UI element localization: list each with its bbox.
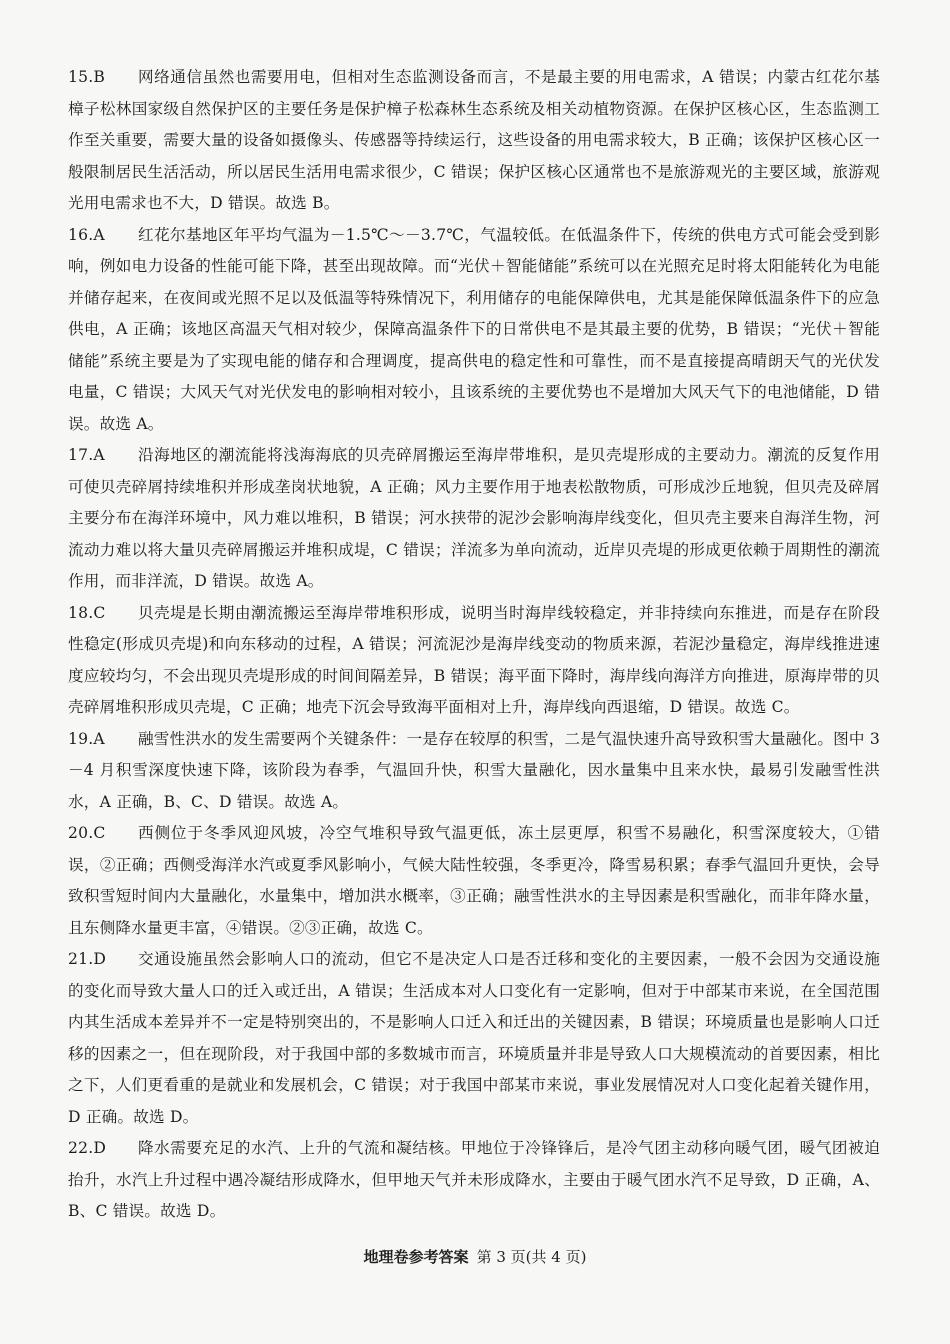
answer-number: 21.D	[68, 950, 107, 968]
answer-list	[68, 62, 880, 1228]
answer-item-17	[68, 440, 880, 598]
answer-number: 20.C	[68, 824, 106, 842]
answer-explanation: 降水需要充足的水汽、上升的气流和凝结核。甲地位于冷锋锋后，是冷气团主动移向暖气团，暖气团被迫抬升，水汽上升过程中遇冷凝结形成降水，但甲地天气并未形成降水，主要由于暖气团水汽不足导致，D 正确，A、B、C 错误。故选 D。	[68, 1139, 880, 1220]
answer-explanation: 红花尔基地区年平均气温为－1.5℃～－3.7℃，气温较低。在低温条件下，传统的供电方式可能会受到影响，例如电力设备的性能可能下降，甚至出现故障。而“光伏＋智能储能”系统可以在光照充足时将太阳能转化为电能并储存起来，在夜间或光照不足以及低温等特殊情况下，利用储存的电能保障供电，尤其是能保障低温条件下的应急供电，A 正确；该地区高温天气相对较少，保障高温条件下的日常供电不是其最主要的优势，B 错误；“光伏＋智能储能”系统主要是为了实现电能的储存和合理调度，提高供电的稳定性和可靠性，而不是直接提高晴朗天气的光伏发电量，C 错误；大风天气对光伏发电的影响相对较小，且该系统的主要优势也不是增加大风天气下的电池储能，D 错误。故选 A。	[68, 225, 880, 433]
answer-explanation: 交通设施虽然会影响人口的流动，但它不是决定人口是否迁移和变化的主要因素，一般不会因为交通设施的变化而导致大量人口的迁入或迁出，A 错误；生活成本对人口变化有一定影响，但对于中部某市来说，在全国范围内其生活成本差异并不一定是特别突出的，不是影响人口迁入和迁出的关键因素，B 错误；环境质量也是影响人口迁移的因素之一，但在现阶段，对于我国中部的多数城市而言，环境质量并非是导致人口大规模流动的首要因素，相比之下，人们更看重的是就业和发展机会，C 错误；对于我国中部某市来说，事业发展情况对人口变化起着关键作用，D 正确。故选 D。	[68, 950, 880, 1126]
answer-number: 18.C	[68, 603, 106, 622]
answer-item-21	[68, 944, 880, 1133]
answer-number: 15.B	[68, 68, 106, 86]
answer-item-16	[68, 220, 880, 441]
answer-item-22	[68, 1133, 880, 1228]
answer-item-18	[68, 598, 880, 724]
answer-item-20	[68, 818, 880, 944]
answer-explanation: 贝壳堤是长期由潮流搬运至海岸带堆积形成，说明当时海岸线较稳定，并非持续向东推进，而是存在阶段性稳定(形成贝壳堤)和向东移动的过程，A 错误；河流泥沙是海岸线变动的物质来源，若泥沙量稳定，海岸线推进速度应较均匀，不会出现贝壳堤形成的时间间隔差异，B 错误；海平面下降时，海岸线向海洋方向推进，原海岸带的贝壳碎屑堆积形成贝壳堤，C 正确；地壳下沉会导致海平面相对上升，海岸线向西退缩，D 错误。故选 C。	[68, 603, 880, 716]
answer-number: 22.D	[68, 1139, 107, 1157]
answer-number: 19.A	[68, 729, 105, 748]
page-footer	[0, 1246, 950, 1267]
answer-number: 16.A	[68, 225, 105, 244]
answer-item-15	[68, 62, 880, 220]
answer-explanation: 西侧位于冬季风迎风坡，冷空气堆积导致气温更低，冻土层更厚，积雪不易融化，积雪深度较大，①错误，②正确；西侧受海洋水汽或夏季风影响小，气候大陆性较强，冬季更冷，降雪易积累；春季气温回升更快，会导致积雪短时间内大量融化，水量集中，增加洪水概率，③正确；融雪性洪水的主导因素是积雪融化，而非年降水量，且东侧降水量更丰富，④错误。②③正确，故选 C。	[68, 824, 880, 937]
answer-number: 17.A	[68, 446, 105, 464]
page-number: 第 3 页(共 4 页)	[476, 1248, 587, 1266]
answer-explanation: 融雪性洪水的发生需要两个关键条件：一是存在较厚的积雪，二是气温快速升高导致积雪大量融化。图中 3－4 月积雪深度快速下降，该阶段为春季，气温回升快，积雪大量融化，因水量集中且来水快，最易引发融雪性洪水，A 正确，B、C、D 错误。故选 A。	[68, 729, 880, 811]
answer-explanation: 沿海地区的潮流能将浅海海底的贝壳碎屑搬运至海岸带堆积，是贝壳堤形成的主要动力。潮流的反复作用可使贝壳碎屑持续堆积并形成垄岗状地貌，A 正确；风力主要作用于地表松散物质，可形成沙丘地貌，但贝壳及碎屑主要分布在海洋环境中，风力难以堆积，B 错误；河水挟带的泥沙会影响海岸线变化，但贝壳主要来自海洋生物，河流动力难以将大量贝壳碎屑搬运并堆积成堤，C 错误；洋流多为单向流动，近岸贝壳堤的形成更依赖于周期性的潮流作用，而非洋流，D 错误。故选 A。	[68, 446, 880, 590]
footer-title: 地理卷参考答案	[363, 1248, 469, 1266]
answer-item-19	[68, 724, 880, 819]
answer-explanation: 网络通信虽然也需要用电，但相对生态监测设备而言，不是最主要的用电需求，A 错误；内蒙古红花尔基樟子松林国家级自然保护区的主要任务是保护樟子松森林生态系统及相关动植物资源。在保护区核心区，生态监测工作至关重要，需要大量的设备如摄像头、传感器等持续运行，这些设备的用电需求较大，B 正确；该保护区核心区一般限制居民生活活动，所以居民生活用电需求很少，C 错误；保护区核心区通常也不是旅游观光的主要区域，旅游观光用电需求也不大，D 错误。故选 B。	[68, 68, 880, 212]
